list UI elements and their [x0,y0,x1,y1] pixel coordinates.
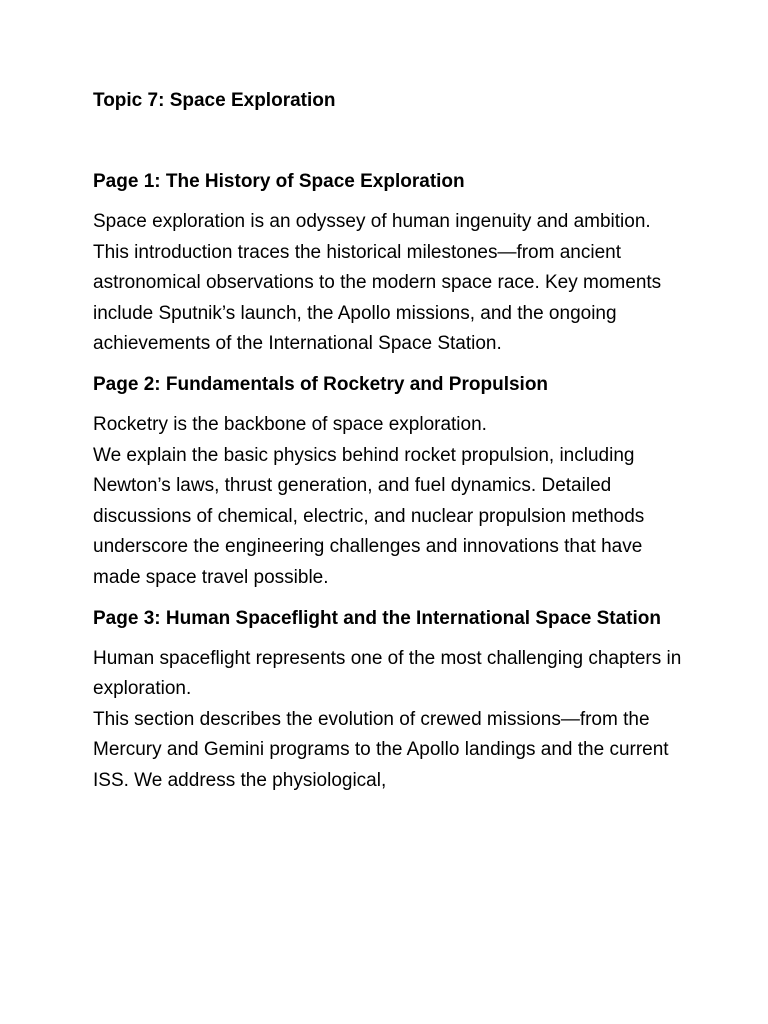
paragraph-body: We explain the basic physics behind rocket propulsion, including Newton’s laws, thrust generation, and fuel dynamics. Detailed discussions of chemical, electric, and nuclear propulsion methods underscore the engineering challenges and innovations that have made space travel possible. [93,444,645,588]
section-paragraph [93,207,683,360]
paragraph-body: This introduction traces the historical milestones—from ancient astronomical observations to the modern space race. Key moments include Sputnik’s launch, the Apollo missions, and the ongoing achievements of the International Space Station. [93,241,662,355]
paragraph-lead: Human spaceflight represents one of the most challenging chapters in exploration. [93,647,682,700]
paragraph-lead: Rocketry is the backbone of space exploration. [93,413,487,435]
section-3 [93,604,683,797]
section-heading: Page 1: The History of Space Exploration [93,171,465,192]
section-1 [93,167,683,360]
section-heading: Page 2: Fundamentals of Rocketry and Propulsion [93,373,549,395]
paragraph-lead: Space exploration is an odyssey of human ingenuity and ambition. [93,211,651,232]
section-paragraph [93,644,683,797]
paragraph-body: This section describes the evolution of crewed missions—from the Mercury and Gemini programs to the Apollo landings and the current ISS. We address the physiological, [93,708,669,791]
section-heading: Page 3: Human Spaceflight and the International Space Station [93,607,661,629]
section-2 [93,370,683,594]
document-title: Topic 7: Space Exploration [93,90,336,111]
document-page [93,86,683,807]
section-paragraph [93,410,683,594]
